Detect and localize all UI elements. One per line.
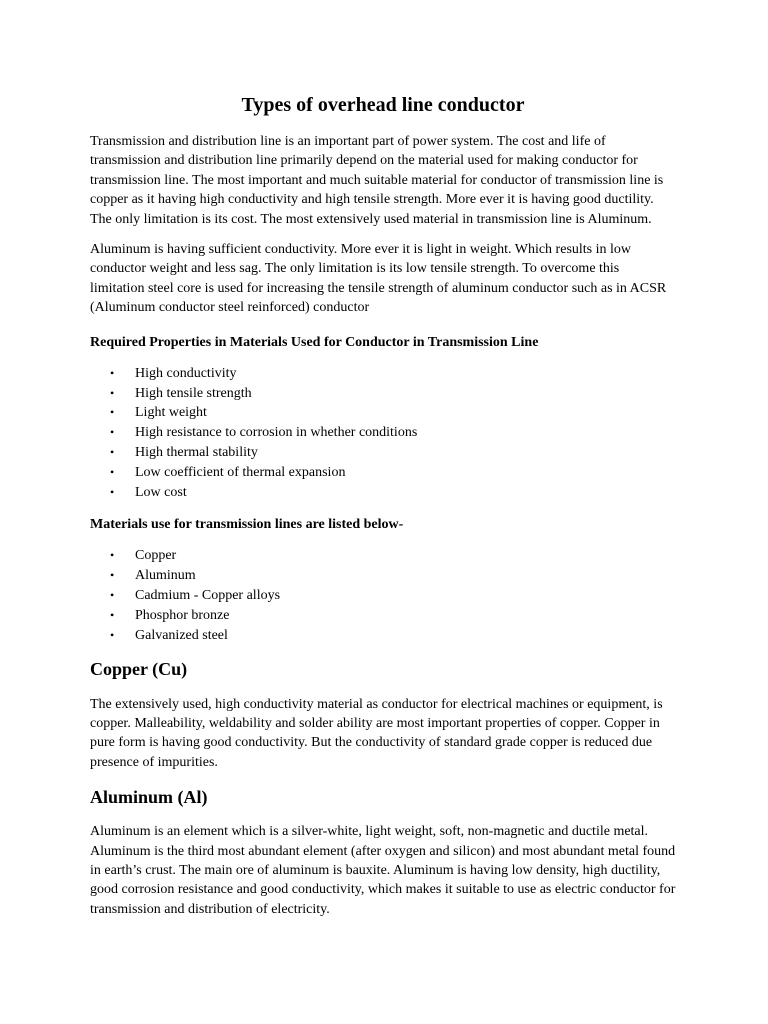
bullet-icon: •: [110, 425, 115, 440]
list-item: [90, 364, 676, 384]
list-item: [90, 483, 676, 503]
list-item: [90, 586, 676, 606]
bullet-icon: •: [110, 548, 115, 562]
aluminum-heading: Aluminum (Al): [90, 787, 208, 808]
properties-heading: Required Properties in Materials Used for Conductor in Transmission Line: [90, 334, 539, 350]
properties-list: [90, 364, 676, 503]
list-item: [90, 403, 676, 423]
list-item-text: Galvanized steel: [135, 627, 228, 643]
aluminum-paragraph: Aluminum is an element which is a silver-white, light weight, soft, non-magnetic and ductile metal. Aluminum is the third most abundant element (after oxygen and silicon) and most abundant metal found in earth’s crust. The main ore of aluminum is bauxite. Aluminum is having low density, high ductility, good corrosion resistance and good conductivity, which makes it suitable to use as electric conductor for transmission and distribution of electricity.: [90, 824, 676, 917]
copper-paragraph: The extensively used, high conductivity material as conductor for electrical machines or equipment, is copper. Malleability, weldability and solder ability are most important properties of copper. Copper in pure form is having good conductivity. But the conductivity of standard grade copper is reduced due presence of impurities.: [90, 696, 663, 770]
materials-heading: Materials use for transmission lines are listed below-: [90, 517, 404, 532]
bullet-icon: •: [110, 587, 115, 602]
bullet-icon: •: [110, 607, 115, 622]
list-item: [90, 546, 676, 566]
list-item: [90, 566, 676, 586]
bullet-icon: •: [110, 567, 115, 582]
list-item: [90, 443, 676, 463]
list-item: [90, 626, 676, 646]
bullet-icon: •: [110, 405, 115, 420]
list-item: [90, 606, 676, 626]
list-item-text: Cadmium - Copper alloys: [135, 587, 281, 603]
bullet-icon: •: [110, 385, 115, 400]
list-item-text: Copper: [135, 548, 177, 563]
bullet-icon: •: [110, 465, 115, 480]
bullet-icon: •: [110, 365, 115, 380]
list-item: [90, 423, 676, 443]
list-item: [90, 384, 676, 404]
page-title: Types of overhead line conductor: [241, 94, 525, 116]
list-item-text: High resistance to corrosion in whether conditions: [135, 425, 418, 441]
bullet-icon: •: [110, 445, 115, 460]
list-item-text: Low cost: [135, 485, 187, 501]
list-item: [90, 463, 676, 483]
list-item-text: Aluminum: [135, 567, 196, 583]
list-item-text: High conductivity: [135, 365, 237, 381]
intro-paragraph-2: Aluminum is having sufficient conductivity. More ever it is light in weight. Which results in low conductor weight and less sag. The only limitation is its low tensile strength. To overcome this limitation steel core is used for increasing the tensile strength of aluminum conductor such as in ACSR (Aluminum conductor steel reinforced) conductor: [90, 242, 667, 316]
list-item-text: Low coefficient of thermal expansion: [135, 465, 346, 481]
bullet-icon: •: [110, 485, 115, 500]
bullet-icon: •: [110, 627, 115, 642]
list-item-text: High thermal stability: [135, 445, 258, 461]
copper-heading: Copper (Cu): [90, 658, 188, 679]
list-item-text: Light weight: [135, 405, 207, 421]
intro-paragraph-1: Transmission and distribution line is an important part of power system. The cost and life of transmission and distribution line primarily depend on the material used for making conductor for transmission line. The most important and much suitable material for conductor of transmission line is copper as it having high conductivity and high tensile strength. More ever it is having good ductility. The only limitation is its cost. The most extensively used material in transmission line is Aluminum.: [90, 134, 664, 227]
materials-list: [90, 546, 676, 646]
list-item-text: Phosphor bronze: [135, 607, 230, 623]
list-item-text: High tensile strength: [135, 385, 252, 401]
